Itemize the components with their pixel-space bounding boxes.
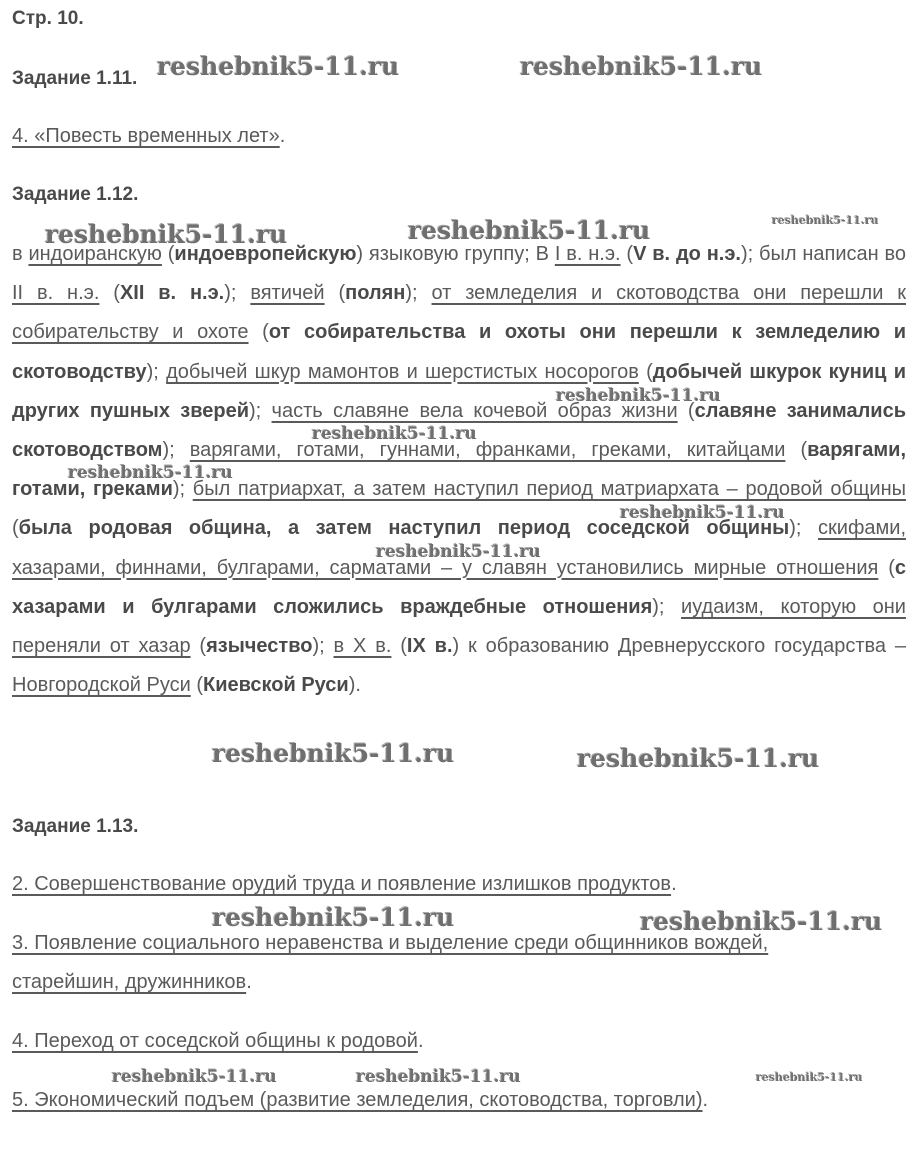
correct-answer: от собирательства и охоты они перешли к земледелию и скотоводству [12,321,907,383]
task-1-13-item-text: 2. Совершенствование орудий труда и появление излишков продуктов [12,873,672,895]
page-label: Стр. 10. [12,8,84,29]
text-fragment: ) к образованию Древнерусского государства – [452,635,907,658]
watermark: reshebnik5-11.ru [640,907,883,936]
text-fragment: ). [348,674,361,697]
text-fragment: ( [12,517,19,540]
text-fragment: ( [785,439,808,462]
text-fragment: ); [162,439,190,462]
watermark: reshebnik5-11.ru [556,386,721,406]
watermark: reshebnik5-11.ru [356,1067,521,1087]
student-answer: часть славяне вела кочевой образ жизни [271,399,678,422]
text-fragment: ( [620,243,634,265]
text-fragment: ( [391,635,407,658]
correct-answer: Киевской Руси [202,674,349,697]
watermark: reshebnik5-11.ru [157,52,400,81]
task-1-13-item-end: . [417,1030,424,1052]
student-answer: II в. н.э. [12,282,100,305]
task-1-13-item-text: 3. Появление социального неравенства и выделение среди общинников вождей, [12,932,769,954]
correct-answer: варягами, готами, греками [12,439,907,501]
student-answer: варягами, готами, гуннами, франками, греками, китайцами [189,439,786,462]
text-fragment: ( [248,321,269,344]
text-fragment: ( [99,282,120,305]
watermark: reshebnik5-11.ru [68,463,233,483]
task-1-13-item [12,1089,708,1112]
watermark: reshebnik5-11.ru [312,424,477,444]
student-answer: добычей шкур мамонтов и шерстистых носорогов [166,360,639,383]
watermark: reshebnik5-11.ru [620,503,785,523]
task-1-13-item-text: старейшин, дружинников [12,971,247,993]
watermark: reshebnik5-11.ru [45,220,288,249]
text-fragment: ); [172,478,193,501]
student-answer: иудаизм, которую они переняли от хазар [12,595,906,658]
task-1-11-answer-end: . [279,125,286,147]
task-1-13-item [12,873,677,896]
watermark: reshebnik5-11.ru [112,1067,277,1087]
task-1-13-item [12,1030,424,1053]
text-fragment: ); был написан во [740,243,907,265]
text-fragment: ); [224,282,251,305]
text-fragment: в [12,243,29,265]
task-1-13-item-text: 4. Переход от соседской общины к родовой [12,1030,418,1052]
student-answer: был патриархат, а затем наступил период матриархата – родовой общины [192,478,906,501]
student-answer: скифами, хазарами, финнами, булгарами, сарматами – у славян установились мирные отношения [12,517,906,579]
task-1-13-title: Задание 1.13. [12,816,139,837]
task-1-13-item-end: . [671,873,677,895]
watermark: reshebnik5-11.ru [408,216,651,245]
watermark: reshebnik5-11.ru [772,214,879,227]
correct-answer: с хазарами и булгарами сложились враждебные отношения [12,556,906,618]
student-answer: в X в. [333,635,392,658]
correct-answer: V в. до н.э. [633,243,741,265]
watermark: reshebnik5-11.ru [520,52,763,81]
text-fragment: ); [789,517,819,540]
student-answer: I в. н.э. [554,243,621,265]
text-fragment: ( [324,282,346,305]
correct-answer: славяне занимались скотоводством [12,399,906,462]
watermark: reshebnik5-11.ru [577,744,820,773]
task-1-12-title: Задание 1.12. [12,184,139,205]
student-answer: индоиранскую [28,243,162,265]
text-fragment: ( [878,556,895,579]
text-fragment: ); [405,282,432,305]
text-fragment: ) языковую группу; В [356,243,555,265]
text-fragment: ( [638,360,653,383]
correct-answer: язычество [206,635,313,658]
text-fragment: ); [312,635,334,658]
task-1-13-item-end: . [702,1089,709,1111]
text-fragment: ( [190,674,203,697]
student-answer: от земледелия и скотоводства они перешли к собирательству и охоте [12,282,907,344]
student-answer: вятичей [250,282,325,305]
watermark: reshebnik5-11.ru [756,1071,863,1084]
watermark: reshebnik5-11.ru [212,739,455,768]
task-1-11-answer [12,125,285,148]
text-fragment: ); [652,595,682,618]
task-1-11-title: Задание 1.11. [12,68,138,89]
watermark: reshebnik5-11.ru [212,903,455,932]
correct-answer: индоевропейскую [174,243,357,265]
task-1-11-answer-text: 4. «Повесть временных лет» [12,125,280,147]
text-fragment: ); [249,399,272,422]
watermark: reshebnik5-11.ru [376,542,541,562]
correct-answer: была родовая община, а затем наступил период соседской общины [18,517,790,540]
correct-answer: IX в. [406,635,453,658]
correct-answer: добычей шкурок куниц и других пушных зверей [12,360,907,422]
task-1-13-item [12,971,252,994]
text-fragment: ); [146,360,167,383]
student-answer: Новгородской Руси [12,674,191,697]
correct-answer: полян [345,282,406,305]
task-1-13-item-end: . [246,971,252,993]
text-fragment: ( [677,399,695,422]
text-fragment: ( [190,635,207,658]
task-1-13-item-text: 5. Экономический подъем (развитие земледелия, скотоводства, торговли) [12,1089,703,1111]
text-fragment: ( [161,243,175,265]
correct-answer: XII в. н.э. [119,282,225,305]
